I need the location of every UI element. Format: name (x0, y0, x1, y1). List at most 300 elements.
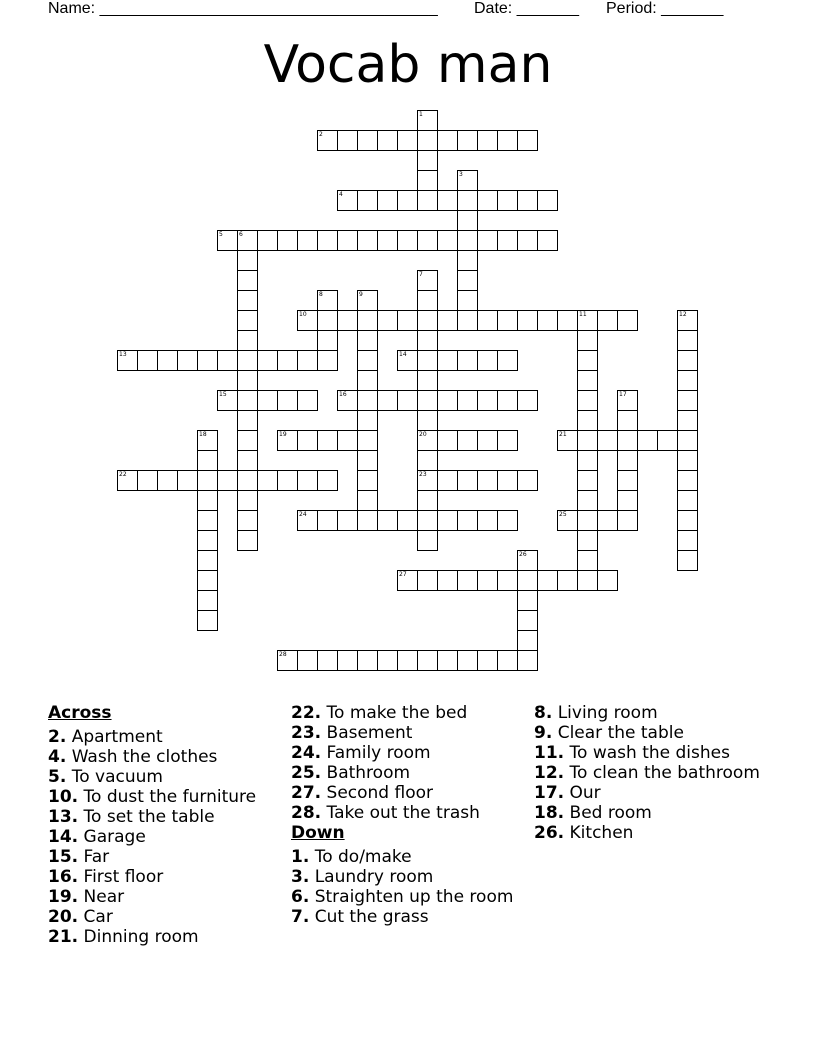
clue-item-number: 5. (48, 767, 67, 787)
grid-cell[interactable] (457, 270, 478, 291)
grid-cell[interactable] (237, 350, 258, 371)
grid-cell[interactable] (577, 550, 598, 571)
grid-cell[interactable] (277, 470, 298, 491)
grid-cell[interactable] (317, 310, 338, 331)
grid-cell[interactable] (677, 470, 698, 491)
grid-cell[interactable] (497, 230, 518, 251)
grid-cell[interactable] (357, 230, 378, 251)
grid-cell[interactable] (437, 650, 458, 671)
grid-cell[interactable] (637, 430, 658, 451)
grid-cell[interactable] (537, 190, 558, 211)
grid-cell[interactable] (177, 470, 198, 491)
grid-cell[interactable] (317, 470, 338, 491)
grid-cell[interactable] (577, 370, 598, 391)
grid-cell[interactable] (477, 350, 498, 371)
grid-cell[interactable] (237, 510, 258, 531)
grid-cell[interactable] (477, 130, 498, 151)
clue-item-text: Family room (326, 743, 431, 763)
grid-cell[interactable] (677, 450, 698, 471)
clue-item-number: 10. (48, 787, 79, 807)
grid-cell[interactable] (297, 310, 318, 331)
grid-cell[interactable] (157, 470, 178, 491)
grid-cell[interactable] (117, 350, 138, 371)
clue-column-2 (291, 703, 526, 927)
grid-cell[interactable] (417, 310, 438, 331)
grid-cell[interactable] (477, 430, 498, 451)
clue-item (291, 867, 526, 887)
grid-cell[interactable] (537, 310, 558, 331)
grid-cell[interactable] (237, 370, 258, 391)
grid-cell[interactable] (417, 410, 438, 431)
grid-cell[interactable] (577, 470, 598, 491)
grid-cell[interactable] (677, 530, 698, 551)
clue-item-text: Dinning room (83, 927, 199, 947)
grid-cell[interactable] (677, 550, 698, 571)
grid-cell[interactable] (577, 450, 598, 471)
grid-cell[interactable] (157, 350, 178, 371)
grid-cell[interactable] (577, 510, 598, 531)
grid-cell[interactable] (457, 210, 478, 231)
grid-cell[interactable] (377, 310, 398, 331)
grid-cell[interactable] (677, 390, 698, 411)
clue-item-text: Living room (557, 703, 658, 723)
grid-cell[interactable] (477, 190, 498, 211)
grid-cell[interactable] (237, 390, 258, 411)
clue-item-number: 26. (534, 823, 565, 843)
clue-item (291, 887, 526, 907)
grid-cell[interactable] (257, 230, 278, 251)
grid-cell[interactable] (497, 350, 518, 371)
grid-cell[interactable] (417, 510, 438, 531)
grid-cell[interactable] (617, 310, 638, 331)
clue-item (48, 747, 283, 767)
grid-cell[interactable] (197, 610, 218, 631)
grid-cell[interactable] (417, 190, 438, 211)
grid-cell[interactable] (297, 390, 318, 411)
grid-cell[interactable] (497, 390, 518, 411)
clue-item-text: To clean the bathroom (569, 763, 760, 783)
grid-cell[interactable] (337, 310, 358, 331)
grid-cell[interactable] (297, 430, 318, 451)
grid-cell[interactable] (497, 190, 518, 211)
grid-cell[interactable] (317, 130, 338, 151)
clue-item-number: 23. (291, 723, 322, 743)
grid-cell[interactable] (537, 570, 558, 591)
grid-cell[interactable] (397, 230, 418, 251)
grid-cell[interactable] (457, 130, 478, 151)
grid-cell[interactable] (497, 310, 518, 331)
grid-cell[interactable] (397, 390, 418, 411)
grid-cell[interactable] (297, 650, 318, 671)
grid-cell[interactable] (597, 430, 618, 451)
grid-cell[interactable] (317, 510, 338, 531)
grid-cell[interactable] (197, 470, 218, 491)
grid-cell[interactable] (557, 310, 578, 331)
grid-cell[interactable] (317, 230, 338, 251)
grid-cell[interactable] (617, 390, 638, 411)
grid-cell[interactable] (457, 390, 478, 411)
grid-cell[interactable] (277, 390, 298, 411)
grid-cell[interactable] (477, 570, 498, 591)
grid-cell[interactable] (397, 310, 418, 331)
grid-cell[interactable] (577, 490, 598, 511)
grid-cell[interactable] (497, 570, 518, 591)
grid-cell[interactable] (197, 510, 218, 531)
clue-number: 23 (419, 471, 427, 478)
grid-cell[interactable] (517, 230, 538, 251)
grid-cell[interactable] (577, 390, 598, 411)
grid-cell[interactable] (677, 430, 698, 451)
clue-item-text: Laundry room (314, 867, 434, 887)
grid-cell[interactable] (417, 170, 438, 191)
clue-item-number: 27. (291, 783, 322, 803)
grid-cell[interactable] (317, 430, 338, 451)
clue-item-number: 9. (534, 723, 553, 743)
grid-cell[interactable] (517, 310, 538, 331)
clue-item (48, 807, 283, 827)
grid-cell[interactable] (537, 230, 558, 251)
grid-cell[interactable] (417, 230, 438, 251)
grid-cell[interactable] (577, 570, 598, 591)
grid-cell[interactable] (577, 330, 598, 351)
date-field[interactable]: Date: _______ (474, 0, 579, 17)
grid-cell[interactable] (517, 470, 538, 491)
grid-cell[interactable] (417, 650, 438, 671)
grid-cell[interactable] (397, 350, 418, 371)
grid-cell[interactable] (437, 390, 458, 411)
grid-cell[interactable] (277, 430, 298, 451)
grid-cell[interactable] (357, 290, 378, 311)
grid-cell[interactable] (437, 130, 458, 151)
grid-cell[interactable] (557, 570, 578, 591)
grid-cell[interactable] (237, 270, 258, 291)
grid-cell[interactable] (437, 310, 458, 331)
grid-cell[interactable] (417, 370, 438, 391)
grid-cell[interactable] (357, 430, 378, 451)
grid-cell[interactable] (357, 370, 378, 391)
clue-number: 18 (199, 431, 207, 438)
grid-cell[interactable] (237, 250, 258, 271)
clue-item (291, 763, 526, 783)
grid-cell[interactable] (597, 510, 618, 531)
grid-cell[interactable] (457, 430, 478, 451)
grid-cell[interactable] (377, 130, 398, 151)
clue-number: 15 (219, 391, 227, 398)
clue-item-text: Bed room (569, 803, 652, 823)
grid-cell[interactable] (197, 430, 218, 451)
grid-cell[interactable] (417, 130, 438, 151)
grid-cell[interactable] (297, 350, 318, 371)
grid-cell[interactable] (517, 570, 538, 591)
grid-cell[interactable] (237, 530, 258, 551)
grid-cell[interactable] (517, 630, 538, 651)
grid-cell[interactable] (237, 450, 258, 471)
grid-cell[interactable] (357, 130, 378, 151)
clue-number: 14 (399, 351, 407, 358)
grid-cell[interactable] (137, 350, 158, 371)
grid-cell[interactable] (437, 190, 458, 211)
down-heading: Down (291, 823, 345, 843)
grid-cell[interactable] (397, 510, 418, 531)
clue-number: 20 (419, 431, 427, 438)
grid-cell[interactable] (517, 190, 538, 211)
grid-cell[interactable] (137, 470, 158, 491)
grid-cell[interactable] (337, 430, 358, 451)
clue-item-number: 1. (291, 847, 310, 867)
grid-cell[interactable] (277, 650, 298, 671)
grid-cell[interactable] (357, 510, 378, 531)
grid-cell[interactable] (197, 350, 218, 371)
grid-cell[interactable] (417, 390, 438, 411)
grid-cell[interactable] (297, 230, 318, 251)
clue-number: 6 (239, 231, 243, 238)
grid-cell[interactable] (437, 230, 458, 251)
clue-item-text: Kitchen (569, 823, 634, 843)
grid-cell[interactable] (217, 350, 238, 371)
grid-cell[interactable] (237, 290, 258, 311)
grid-cell[interactable] (337, 510, 358, 531)
grid-cell[interactable] (197, 590, 218, 611)
clue-item-text: Car (83, 907, 113, 927)
grid-cell[interactable] (257, 350, 278, 371)
grid-cell[interactable] (297, 510, 318, 531)
grid-cell[interactable] (217, 470, 238, 491)
clue-number: 7 (419, 271, 423, 278)
grid-cell[interactable] (437, 510, 458, 531)
grid-cell[interactable] (417, 270, 438, 291)
grid-cell[interactable] (457, 170, 478, 191)
grid-cell[interactable] (417, 530, 438, 551)
grid-cell[interactable] (517, 650, 538, 671)
grid-cell[interactable] (397, 570, 418, 591)
grid-cell[interactable] (317, 650, 338, 671)
grid-cell[interactable] (457, 290, 478, 311)
grid-cell[interactable] (497, 130, 518, 151)
grid-cell[interactable] (277, 350, 298, 371)
grid-cell[interactable] (317, 330, 338, 351)
clue-column-3 (534, 703, 769, 843)
grid-cell[interactable] (357, 470, 378, 491)
clue-item-number: 6. (291, 887, 310, 907)
grid-cell[interactable] (197, 450, 218, 471)
grid-cell[interactable] (237, 410, 258, 431)
grid-cell[interactable] (517, 550, 538, 571)
grid-cell[interactable] (337, 190, 358, 211)
grid-cell[interactable] (317, 350, 338, 371)
grid-cell[interactable] (117, 470, 138, 491)
grid-cell[interactable] (437, 350, 458, 371)
grid-cell[interactable] (597, 310, 618, 331)
grid-cell[interactable] (677, 510, 698, 531)
grid-cell[interactable] (477, 510, 498, 531)
grid-cell[interactable] (357, 490, 378, 511)
clue-item-number: 15. (48, 847, 79, 867)
grid-cell[interactable] (517, 390, 538, 411)
grid-cell[interactable] (477, 310, 498, 331)
clue-item (534, 703, 769, 723)
grid-cell[interactable] (617, 430, 638, 451)
clue-number: 26 (519, 551, 527, 558)
grid-cell[interactable] (517, 590, 538, 611)
clue-item-number: 3. (291, 867, 310, 887)
grid-cell[interactable] (337, 650, 358, 671)
grid-cell[interactable] (337, 130, 358, 151)
grid-cell[interactable] (677, 490, 698, 511)
grid-cell[interactable] (477, 390, 498, 411)
grid-cell[interactable] (237, 430, 258, 451)
grid-cell[interactable] (217, 230, 238, 251)
grid-cell[interactable] (617, 470, 638, 491)
grid-cell[interactable] (617, 450, 638, 471)
grid-cell[interactable] (457, 230, 478, 251)
grid-cell[interactable] (217, 390, 238, 411)
grid-cell[interactable] (357, 650, 378, 671)
period-field[interactable]: Period: _______ (606, 0, 724, 17)
grid-cell[interactable] (357, 390, 378, 411)
grid-cell[interactable] (577, 430, 598, 451)
clue-item-number: 12. (534, 763, 565, 783)
clue-item-text: Straighten up the room (314, 887, 514, 907)
grid-cell[interactable] (617, 510, 638, 531)
grid-cell[interactable] (317, 290, 338, 311)
grid-cell[interactable] (477, 650, 498, 671)
grid-cell[interactable] (257, 390, 278, 411)
grid-cell[interactable] (397, 130, 418, 151)
clue-number: 19 (279, 431, 287, 438)
grid-cell[interactable] (397, 650, 418, 671)
grid-cell[interactable] (357, 410, 378, 431)
grid-cell[interactable] (677, 370, 698, 391)
grid-cell[interactable] (617, 490, 638, 511)
clue-item-text: To vacuum (71, 767, 163, 787)
grid-cell[interactable] (457, 470, 478, 491)
grid-cell[interactable] (497, 430, 518, 451)
grid-cell[interactable] (497, 470, 518, 491)
grid-cell[interactable] (357, 450, 378, 471)
grid-cell[interactable] (237, 310, 258, 331)
grid-cell[interactable] (437, 470, 458, 491)
grid-cell[interactable] (457, 570, 478, 591)
clue-item-number: 7. (291, 907, 310, 927)
grid-cell[interactable] (377, 230, 398, 251)
clue-item-number: 24. (291, 743, 322, 763)
grid-cell[interactable] (577, 410, 598, 431)
grid-cell[interactable] (377, 190, 398, 211)
grid-cell[interactable] (257, 470, 278, 491)
grid-cell[interactable] (377, 650, 398, 671)
across-heading: Across (48, 703, 112, 723)
grid-cell[interactable] (417, 570, 438, 591)
grid-cell[interactable] (417, 470, 438, 491)
clue-item-text: To do/make (314, 847, 412, 867)
clue-item (534, 803, 769, 823)
clue-number: 2 (319, 131, 323, 138)
grid-cell[interactable] (677, 410, 698, 431)
clue-item (48, 767, 283, 787)
grid-cell[interactable] (457, 190, 478, 211)
grid-cell[interactable] (417, 290, 438, 311)
grid-cell[interactable] (457, 250, 478, 271)
grid-cell[interactable] (177, 350, 198, 371)
clue-item-number: 17. (534, 783, 565, 803)
grid-cell[interactable] (197, 490, 218, 511)
grid-cell[interactable] (357, 310, 378, 331)
clue-item (48, 827, 283, 847)
grid-cell[interactable] (657, 430, 678, 451)
grid-cell[interactable] (417, 450, 438, 471)
grid-cell[interactable] (297, 470, 318, 491)
grid-cell[interactable] (237, 230, 258, 251)
grid-cell[interactable] (197, 530, 218, 551)
clue-item-number: 25. (291, 763, 322, 783)
grid-cell[interactable] (417, 430, 438, 451)
grid-cell[interactable] (497, 510, 518, 531)
grid-cell[interactable] (457, 350, 478, 371)
grid-cell[interactable] (477, 470, 498, 491)
clue-item-number: 28. (291, 803, 322, 823)
grid-cell[interactable] (477, 230, 498, 251)
grid-cell[interactable] (437, 570, 458, 591)
grid-cell[interactable] (237, 330, 258, 351)
grid-cell[interactable] (197, 550, 218, 571)
clue-item (534, 823, 769, 843)
grid-cell[interactable] (437, 430, 458, 451)
grid-cell[interactable] (197, 570, 218, 591)
grid-cell[interactable] (357, 190, 378, 211)
grid-cell[interactable] (457, 310, 478, 331)
grid-cell[interactable] (577, 310, 598, 331)
grid-cell[interactable] (417, 490, 438, 511)
grid-cell[interactable] (677, 310, 698, 331)
grid-cell[interactable] (577, 350, 598, 371)
grid-cell[interactable] (677, 330, 698, 351)
grid-cell[interactable] (517, 610, 538, 631)
grid-cell[interactable] (237, 470, 258, 491)
clue-number: 4 (339, 191, 343, 198)
grid-cell[interactable] (397, 190, 418, 211)
grid-cell[interactable] (577, 530, 598, 551)
clue-item-number: 4. (48, 747, 67, 767)
grid-cell[interactable] (497, 650, 518, 671)
grid-cell[interactable] (557, 430, 578, 451)
grid-cell[interactable] (417, 330, 438, 351)
grid-cell[interactable] (457, 650, 478, 671)
grid-cell[interactable] (517, 130, 538, 151)
clue-number: 9 (359, 291, 363, 298)
grid-cell[interactable] (597, 570, 618, 591)
grid-cell[interactable] (617, 410, 638, 431)
grid-cell[interactable] (357, 330, 378, 351)
grid-cell[interactable] (337, 390, 358, 411)
clue-number: 27 (399, 571, 407, 578)
clue-item-number: 18. (534, 803, 565, 823)
clue-number: 3 (459, 171, 463, 178)
grid-cell[interactable] (377, 510, 398, 531)
grid-cell[interactable] (417, 150, 438, 171)
grid-cell[interactable] (277, 230, 298, 251)
grid-cell[interactable] (557, 510, 578, 531)
grid-cell[interactable] (457, 510, 478, 531)
grid-cell[interactable] (377, 390, 398, 411)
grid-cell[interactable] (417, 110, 438, 131)
grid-cell[interactable] (417, 350, 438, 371)
grid-cell[interactable] (677, 350, 698, 371)
clue-number: 28 (279, 651, 287, 658)
grid-cell[interactable] (237, 490, 258, 511)
name-field[interactable]: Name: ______________________________________ (48, 0, 438, 17)
grid-cell[interactable] (337, 230, 358, 251)
grid-cell[interactable] (357, 350, 378, 371)
